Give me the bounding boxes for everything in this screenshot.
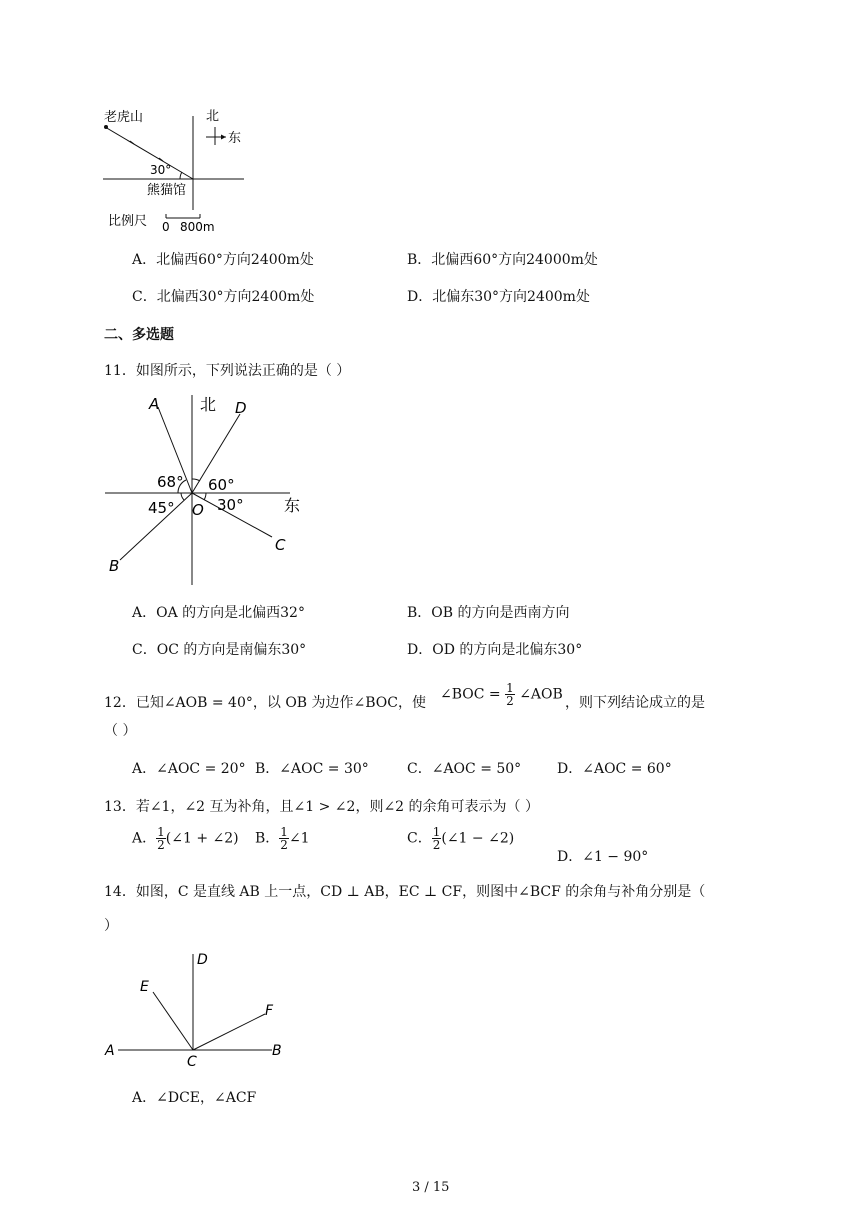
q13-option-a[interactable]: A． $\frac{1}{2}$ (∠1 + ∠2) <box>132 825 239 852</box>
q13-option-b[interactable]: B． $\frac{1}{2}$ ∠1 <box>255 825 310 852</box>
q12-option-a[interactable]: A．∠AOC = 20° <box>132 761 246 777</box>
angle-68: 68° <box>157 473 184 491</box>
label-d: D <box>235 399 247 417</box>
q10-option-a[interactable]: A．北偏西60°方向2400m处 <box>132 252 314 268</box>
q12-formula-left: ∠BOC = <box>440 686 501 703</box>
section-title: 二、多选题 <box>104 327 174 343</box>
label-o: O <box>192 501 204 519</box>
figure-q10 <box>100 100 260 235</box>
q14-stem-a: 14．如图，C 是直线 AB 上一点，CD ⊥ AB，EC ⊥ CF，则图中∠BCF 的余角与补角分别是（ <box>104 884 706 900</box>
q12-stem-a: 12．已知∠AOB = 40°，以 OB 为边作∠BOC，使 <box>104 695 426 711</box>
q12-option-d[interactable]: D．∠AOC = 60° <box>557 761 672 777</box>
label-c: C <box>275 536 286 554</box>
label-e: E <box>140 979 149 995</box>
q12-option-b[interactable]: B．∠AOC = 30° <box>255 761 369 777</box>
q14-stem-b: ） <box>104 918 118 934</box>
q13-c-fraction: $\frac{1}{2}$ <box>432 825 441 852</box>
figure-q11 <box>100 390 310 590</box>
q13-b-fraction: $\frac{1}{2}$ <box>280 825 288 852</box>
north-label: 北 <box>206 109 220 124</box>
ray-cf <box>193 1014 265 1050</box>
angle-45: 45° <box>148 499 175 517</box>
q10-option-c[interactable]: C．北偏西30°方向2400m处 <box>132 289 315 305</box>
north-label: 北 <box>200 395 217 414</box>
ray-ce <box>153 992 193 1050</box>
laohushan-line <box>105 127 193 179</box>
q12-stem-d: ，则下列结论成立的是 <box>565 695 705 711</box>
q12-fraction: $\frac{1}{2}$ <box>506 681 514 708</box>
angle-30: 30° <box>217 496 244 514</box>
xiongmaoguan-label: 熊猫馆 <box>147 183 187 198</box>
scale-value: 800m <box>180 220 215 234</box>
q10-option-d[interactable]: D．北偏东30°方向2400m处 <box>407 289 590 305</box>
q11-option-d[interactable]: D．OD 的方向是北偏东30° <box>407 642 583 658</box>
angle-60: 60° <box>208 476 235 494</box>
q14-option-a[interactable]: A．∠DCE，∠ACF <box>132 1090 257 1106</box>
label-b: B <box>272 1043 282 1059</box>
label-b: B <box>109 557 120 575</box>
angle-label: 30° <box>150 163 172 177</box>
label-a: A <box>105 1043 115 1059</box>
q11-option-a[interactable]: A．OA 的方向是北偏西32° <box>132 605 305 621</box>
q11-option-b[interactable]: B．OB 的方向是西南方向 <box>407 605 570 621</box>
q12-option-c[interactable]: C．∠AOC = 50° <box>407 761 522 777</box>
scale-zero: 0 <box>162 220 170 234</box>
q10-option-b[interactable]: B．北偏西60°方向24000m处 <box>407 252 598 268</box>
east-label: 东 <box>284 496 301 515</box>
q13-stem: 13．若∠1，∠2 互为补角，且∠1 > ∠2，则∠2 的余角可表示为（ ） <box>104 799 539 815</box>
q13-option-c[interactable]: C． $\frac{1}{2}$ (∠1 − ∠2) <box>407 825 515 852</box>
east-label: 东 <box>228 131 242 146</box>
label-c: C <box>187 1054 197 1070</box>
label-a: A <box>149 395 160 413</box>
q12-formula <box>440 682 563 707</box>
q13-a-fraction: $\frac{1}{2}$ <box>157 825 165 852</box>
label-d: D <box>197 952 208 968</box>
figure-q14 <box>100 950 290 1070</box>
label-f: F <box>265 1003 274 1019</box>
laohushan-label: 老虎山 <box>104 110 144 125</box>
laohushan-point <box>104 125 108 129</box>
q11-stem: 11．如图所示，下列说法正确的是（ ） <box>104 363 351 379</box>
page-number: 3 / 15 <box>412 1180 450 1195</box>
scale-label: 比例尺 <box>108 214 148 229</box>
q13-option-d[interactable]: D．∠1 − 90° <box>557 849 649 865</box>
q12-stem-e: （ ） <box>104 723 137 739</box>
q11-option-c[interactable]: C．OC 的方向是南偏东30° <box>132 642 307 658</box>
q12-formula-right: ∠AOB <box>519 686 563 703</box>
